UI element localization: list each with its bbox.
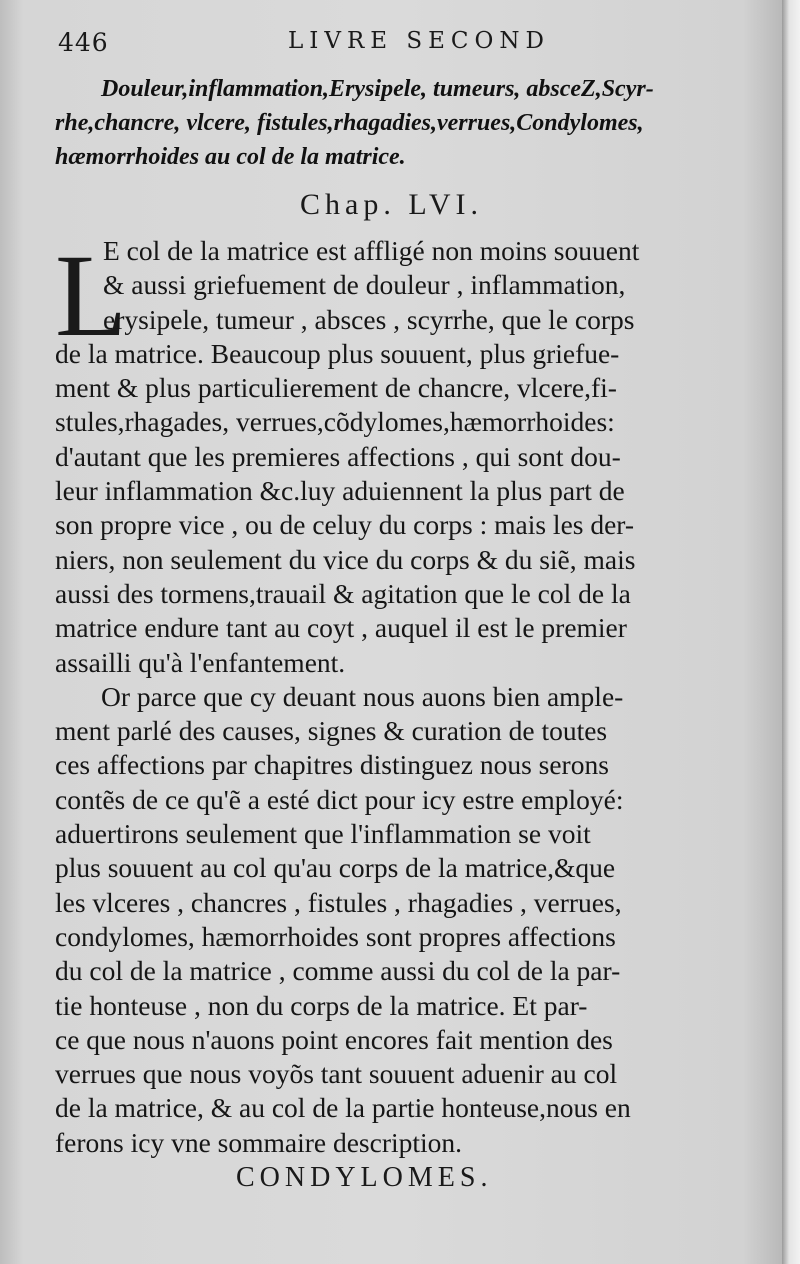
body-text <box>55 230 735 1160</box>
page-header <box>58 22 738 62</box>
paragraph-line: aussi des tormens,trauail & agitation que le col de la <box>55 577 631 609</box>
paragraph-line: matrice endure tant au coyt , auquel il est le premier <box>55 612 627 644</box>
page-number: 446 <box>58 28 109 57</box>
paragraph-line: niers, non seulement du vice du corps & du siẽ, mais <box>55 543 636 575</box>
chapter-summary <box>55 72 735 174</box>
paragraph-line: ce que nous n'auons point encores fait mention des <box>55 1023 613 1055</box>
paragraph-line: ment parlé des causes, signes & curation de toutes <box>55 715 608 747</box>
paragraph-line: Or parce que cy deuant nous auons bien ample- <box>101 680 624 712</box>
paragraph-line: condylomes, hæmorrhoides sont propres affections <box>55 920 616 952</box>
paragraph-line: E col de la matrice est affligé non moins souuent <box>103 235 640 266</box>
paragraph-line: son propre vice , ou de celuy du corps : mais les der- <box>55 509 635 541</box>
paragraph-line: aduertirons seulement que l'inflammation se voit <box>55 818 591 850</box>
paragraph-line: stules,rhagades, verrues,cõdylomes,hæmorrhoides: <box>55 406 615 438</box>
paragraph-line: ferons icy vne sommaire description. <box>55 1126 463 1158</box>
paragraph-line: tie honteuse , non du corps de la matrice. Et par- <box>55 989 588 1021</box>
paragraph-line: ment & plus particulierement de chancre, vlcere,fi- <box>55 372 617 404</box>
drop-cap: L <box>55 230 128 361</box>
paragraph-line: de la matrice. Beaucoup plus souuent, plus griefue- <box>55 337 620 369</box>
paragraph-line: plus souuent au col qu'au corps de la matrice,&que <box>55 852 616 884</box>
paragraph-line: d'autant que les premieres affections , qui sont dou- <box>55 440 621 472</box>
chapter-title: Chap. LVI. <box>300 188 484 221</box>
paragraph-line: assailli qu'à l'enfantement. <box>55 646 346 678</box>
paragraph-line: & aussi griefuement de douleur , inflammation, <box>103 269 626 301</box>
paragraph-line: erysipele, tumeur , absces , scyrrhe, que le corps <box>103 303 635 335</box>
paragraph-line: de la matrice, & au col de la partie honteuse,nous en <box>55 1092 631 1124</box>
page-edge <box>782 0 800 1264</box>
summary-line: hæmorrhoides au col de la matrice. <box>55 144 406 170</box>
paragraph-line: verrues que nous voyõs tant souuent aduenir au col <box>55 1058 618 1090</box>
paragraph-line: les vlceres , chancres , fistules , rhagadies , verrues, <box>55 886 622 918</box>
summary-line: rhe,chancre, vlcere, fistules,rhagadies,verrues,Condylomes, <box>55 110 644 136</box>
paragraph-line: du col de la matrice , comme aussi du col de la par- <box>55 955 621 987</box>
paragraph-line: contẽs de ce qu'ẽ a esté dict pour icy estre employé: <box>55 783 624 815</box>
running-head: LIVRE SECOND <box>288 28 550 54</box>
paragraph-line: ces affections par chapitres distinguez nous serons <box>55 749 609 781</box>
paragraph-line: leur inflammation &c.luy aduiennent la plus part de <box>55 475 625 507</box>
section-heading: CONDYLOMES. <box>236 1162 493 1193</box>
summary-line: Douleur,inflammation,Erysipele, tumeurs, absceZ,Scyr- <box>101 76 654 102</box>
